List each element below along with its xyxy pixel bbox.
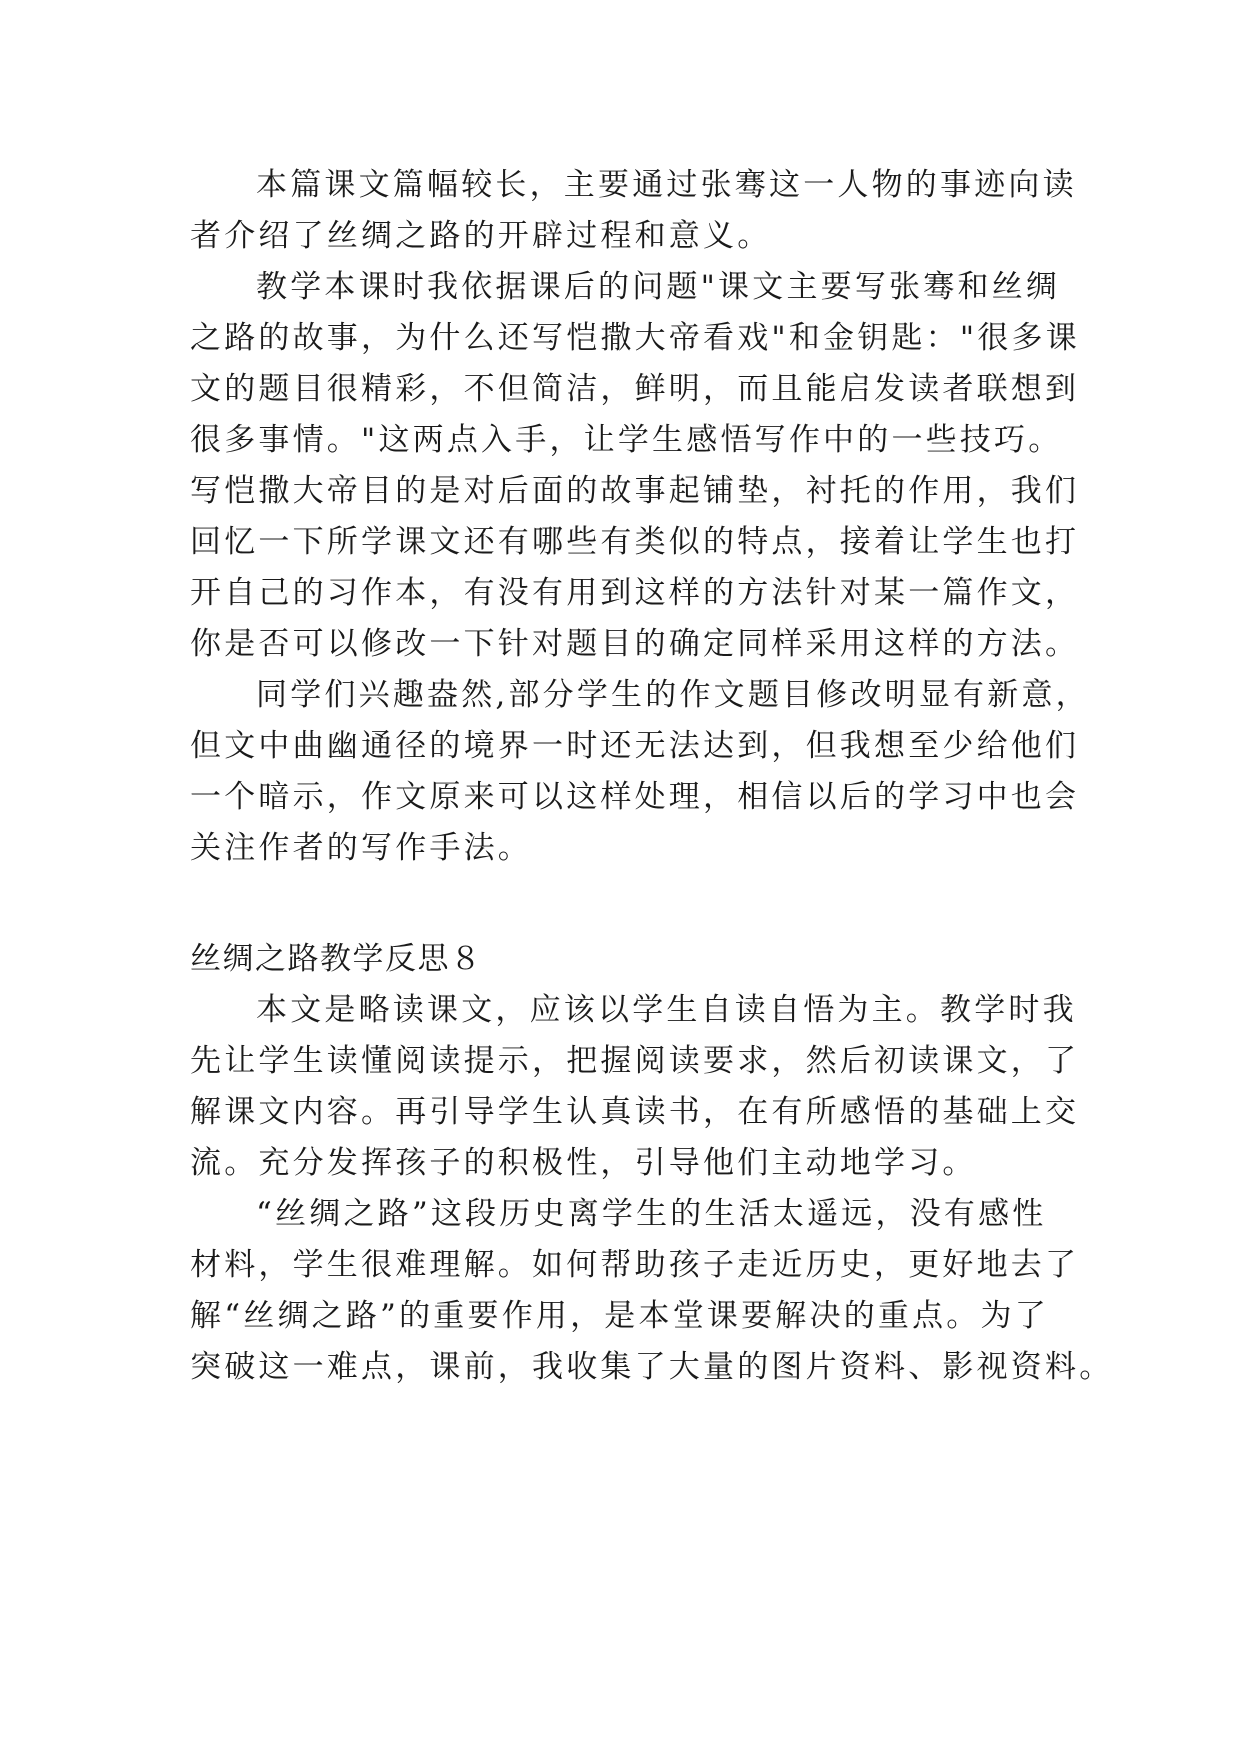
paragraph-line: 回忆一下所学课文还有哪些有类似的特点，接着让学生也打 xyxy=(190,524,1080,560)
section-heading: 丝绸之路教学反思８ xyxy=(190,941,483,977)
paragraph-line: 你是否可以修改一下针对题目的确定同样采用这样的方法。 xyxy=(190,626,1080,662)
paragraph-line: 本文是略读课文，应该以学生自读自悟为主。教学时我 xyxy=(256,992,1077,1028)
paragraph-line: 材料，学生很难理解。如何帮助孩子走近历史，更好地去了 xyxy=(190,1247,1080,1283)
paragraph-line: 关注作者的写作手法。 xyxy=(190,830,532,866)
paragraph-line: “丝绸之路”这段历史离学生的生活太遥远，没有感性 xyxy=(256,1196,1047,1232)
paragraph-line: 同学们兴趣盎然,部分学生的作文题目修改明显有新意， xyxy=(256,677,1090,713)
paragraph-line: 解课文内容。再引导学生认真读书，在有所感悟的基础上交 xyxy=(190,1094,1080,1130)
paragraph-line: 突破这一难点，课前，我收集了大量的图片资料、影视资料。 xyxy=(190,1349,1114,1385)
paragraph-line: 但文中曲幽通径的境界一时还无法达到，但我想至少给他们 xyxy=(190,728,1080,764)
paragraph-line: 一个暗示，作文原来可以这样处理，相信以后的学习中也会 xyxy=(190,779,1080,815)
paragraph-line: 很多事情。"这两点入手，让学生感悟写作中的一些技巧。 xyxy=(190,422,1063,458)
paragraph-line: 写恺撒大帝目的是对后面的故事起铺垫，衬托的作用，我们 xyxy=(190,473,1080,509)
paragraph-line: 教学本课时我依据课后的问题"课文主要写张骞和丝绸 xyxy=(256,269,1061,305)
section-spacer xyxy=(190,874,1070,934)
paragraph-line: 文的题目很精彩，不但简洁，鲜明，而且能启发读者联想到 xyxy=(190,371,1080,407)
paragraph-line: 开自己的习作本，有没有用到这样的方法针对某一篇作文， xyxy=(190,575,1080,611)
paragraph-line: 流。充分发挥孩子的积极性，引导他们主动地学习。 xyxy=(190,1145,977,1181)
paragraph-line: 解“丝绸之路”的重要作用，是本堂课要解决的重点。为了 xyxy=(190,1298,1049,1334)
paragraph-line: 先让学生读懂阅读提示，把握阅读要求，然后初读课文，了 xyxy=(190,1043,1080,1079)
document-body xyxy=(190,160,1114,1393)
paragraph-line: 者介绍了丝绸之路的开辟过程和意义。 xyxy=(190,218,772,254)
paragraph-line: 本篇课文篇幅较长，主要通过张骞这一人物的事迹向读 xyxy=(256,167,1077,203)
paragraph-line: 之路的故事，为什么还写恺撒大帝看戏"和金钥匙："很多课 xyxy=(190,320,1080,356)
